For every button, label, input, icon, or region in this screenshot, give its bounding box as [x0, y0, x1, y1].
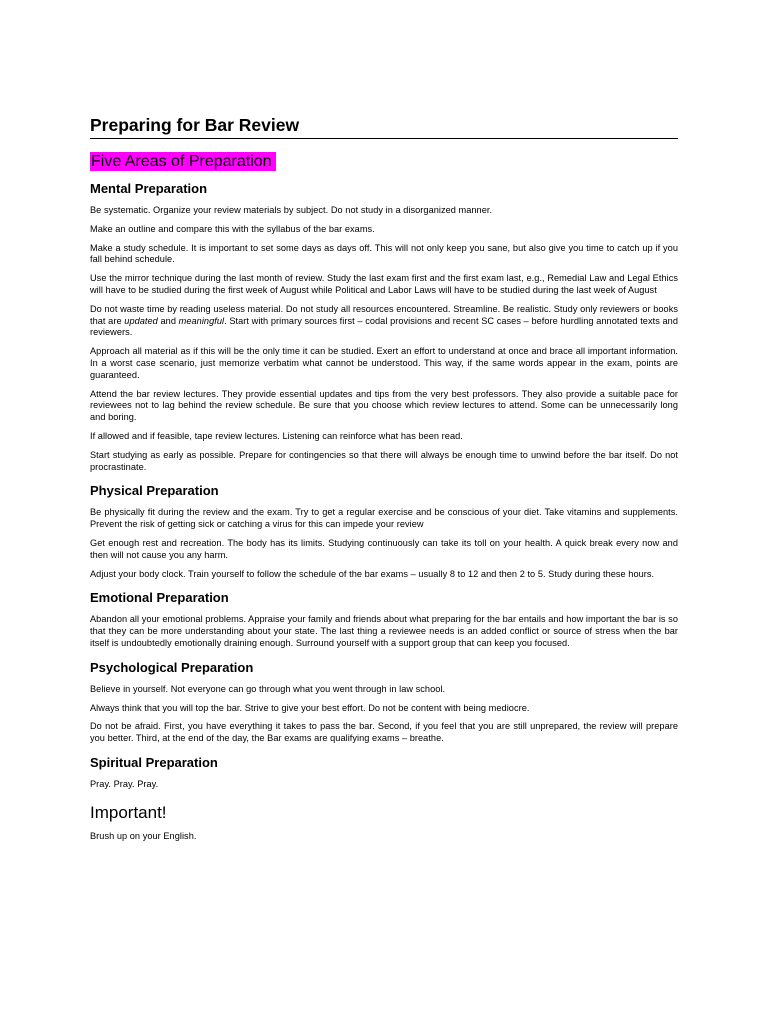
section-heading: Physical Preparation: [90, 483, 219, 499]
paragraph: Adjust your body clock. Train yourself to follow the schedule of the bar exams – usually 8 to 12 and then 2 to 5. Study during these hours.: [90, 568, 655, 579]
section-heading: Mental Preparation: [90, 181, 208, 196]
section-important: [90, 803, 678, 843]
section-heading: Emotional Preparation: [90, 590, 229, 606]
paragraph: Be systematic. Organize your review materials by subject. Do not study in a disorganized manner.: [90, 205, 493, 215]
document-page: [90, 114, 678, 850]
paragraph-text: Do not waste time by reading useless material. Do not study all resources encountered. Streamline. Be realistic. Study only reviewers or books that are: [90, 303, 678, 326]
paragraph: Make an outline and compare this with the syllabus of the bar exams.: [90, 223, 375, 234]
paragraph: Use the mirror technique during the last month of review. Study the last exam first and the first exam last, e.g., Remedial Law and Legal Ethics will have to be studied during the first week of August while Political and Labor Laws will have to be studied during the last week of August: [90, 273, 678, 295]
paragraph: Be physically fit during the review and the exam. Try to get a regular exercise and be conscious of your diet. Take vitamins and supplements. Prevent the risk of getting sick or catching a virus for this can impede your review: [90, 507, 678, 530]
section-physical: [90, 483, 678, 580]
paragraph-text: . Start with primary sources first – codal provisions and recent SC cases – before hurdling annotated texts and reviewers.: [90, 315, 678, 338]
paragraph: Do not be afraid. First, you have everything it takes to pass the bar. Second, if you feel that you are still unprepared, the review will prepare you better. Third, at the end of the day, the Bar exams are qualifying exams – breathe.: [90, 721, 678, 744]
section-mental: [90, 181, 678, 473]
section-heading: Psychological Preparation: [90, 659, 254, 675]
section-spiritual: [90, 755, 678, 791]
section-heading: Spiritual Preparation: [90, 754, 218, 770]
section-emotional: [90, 590, 678, 649]
paragraph: Brush up on your English.: [90, 830, 197, 841]
areas-banner: Five Areas of Preparation: [90, 152, 276, 171]
paragraph-text: and: [157, 315, 179, 326]
paragraph: Start studying as early as possible. Prepare for contingencies so that there will always be enough time to unwind before the bar itself. Do not procrastinate.: [90, 449, 678, 472]
paragraph: Attend the bar review lectures. They provide essential updates and tips from the very best professors. They also provide a suitable pace for reviewees not to lag behind the review schedule. Be sure that you choose which review lectures to attend. Some can be unnecessarily long and boring.: [90, 388, 678, 423]
important-heading: Important!: [90, 802, 167, 822]
paragraph: Pray. Pray. Pray.: [90, 778, 159, 789]
emphasis-text: meaningful: [178, 315, 225, 326]
document-title: Preparing for Bar Review: [90, 114, 678, 139]
paragraph: Abandon all your emotional problems. Appraise your family and friends about what preparing for the bar entails and how important the bar is so that they can be more understanding about your state. The last thing a reviewee needs is an added conflict or source of stress when the bar itself is undoubtedly emotionally draining enough. Surround yourself with a support group that can keep you focused.: [90, 614, 678, 648]
paragraph: Believe in yourself. Not everyone can go through what you went through in law school.: [90, 683, 446, 694]
paragraph: [90, 304, 678, 339]
paragraph: Always think that you will top the bar. Strive to give your best effort. Do not be content with being mediocre.: [90, 702, 530, 713]
paragraph: Get enough rest and recreation. The body has its limits. Studying continuously can take its toll on your health. A quick break every now and then will not cause you any harm.: [90, 537, 678, 560]
paragraph: Make a study schedule. It is important to set some days as days off. This will not only keep you sane, but also give you time to catch up if you fall behind schedule.: [90, 242, 678, 265]
emphasis-text: updated: [124, 315, 158, 326]
paragraph: Approach all material as if this will be the only time it can be studied. Exert an effort to understand at once and brace all important information. In a worst case scenario, just memorize verbatim what cannot be understood. This way, if the same words appear in the exam, points are guaranteed.: [90, 346, 678, 380]
section-psychological: [90, 660, 678, 745]
paragraph: If allowed and if feasible, tape review lectures. Listening can reinforce what has been read.: [90, 430, 463, 441]
